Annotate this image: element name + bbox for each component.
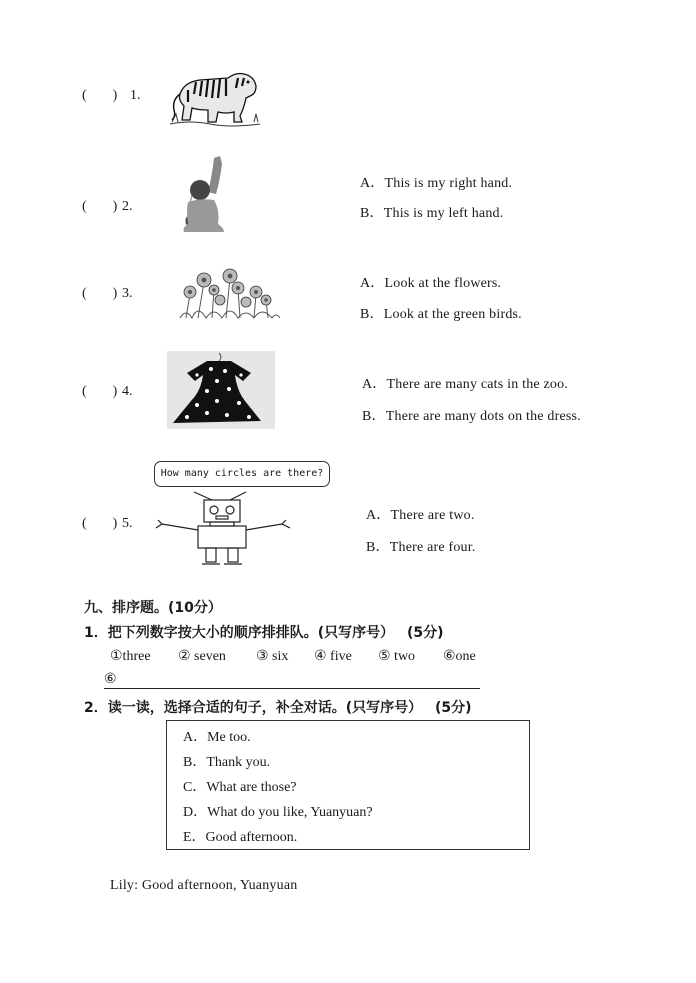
item-4-option-b[interactable]: B．There are many dots on the dress. — [362, 409, 581, 424]
number-item-3: ③ six — [256, 649, 289, 664]
dialog-option-d: D．What do you like, Yuanyuan? — [183, 805, 373, 820]
item-2-option-a[interactable]: A．This is my right hand. — [360, 176, 513, 191]
robot-image — [154, 484, 294, 568]
item-2-option-b[interactable]: B．This is my left hand. — [360, 206, 504, 221]
item-5-option-a[interactable]: A．There are two. — [366, 508, 475, 523]
item-3-option-b[interactable]: B．Look at the green birds. — [360, 307, 522, 322]
number-item-4: ④ five — [314, 649, 352, 664]
item-4-option-a[interactable]: A．There are many cats in the zoo. — [362, 377, 569, 392]
answer-bracket-5[interactable]: ( ) — [82, 516, 118, 531]
dialog-option-e: E．Good afternoon. — [183, 830, 298, 845]
dotted-dress-image — [167, 351, 275, 429]
number-item-5: ⑤ two — [378, 649, 416, 664]
dialog-option-b: B．Thank you. — [183, 755, 271, 770]
answer-bracket-4[interactable]: ( ) — [82, 384, 118, 399]
dialog-option-a: A．Me too. — [183, 730, 251, 745]
item-number-1: 1. — [130, 88, 141, 103]
item-3-option-a[interactable]: A．Look at the flowers. — [360, 276, 502, 291]
item-number-5: 5. — [122, 516, 133, 531]
flowers-image — [176, 264, 280, 320]
options-box — [166, 720, 530, 850]
dialog-option-c: C．What are those? — [183, 780, 297, 795]
answer-bracket-2[interactable]: ( ) — [82, 199, 118, 214]
item-number-2: 2. — [122, 199, 133, 214]
dialog-line-1: Lily: Good afternoon, Yuanyuan — [110, 878, 298, 893]
item-5-option-b[interactable]: B．There are four. — [366, 540, 476, 555]
question-2-title: 2．读一读，选择合适的句子，补全对话。(只写序号） (5分) — [84, 700, 472, 716]
question-1-score: (5分) — [407, 625, 444, 641]
answer-bracket-3[interactable]: ( ) — [82, 286, 118, 301]
tiger-image — [170, 64, 262, 128]
answer-line-1[interactable]: ⑥ — [104, 670, 480, 689]
question-1-title: 1．把下列数字按大小的顺序排排队。(只写序号） (5分) — [84, 625, 444, 641]
section-9-title: 九、排序题。(10分） — [84, 600, 222, 616]
number-item-1: ①three — [110, 649, 151, 664]
speech-bubble: How many circles are there? — [154, 461, 330, 487]
number-item-6: ⑥one — [443, 649, 476, 664]
girl-raising-hand-image — [180, 154, 232, 236]
answer-bracket-1[interactable]: ( ) — [82, 88, 118, 103]
item-number-3: 3. — [122, 286, 133, 301]
number-item-2: ② seven — [178, 649, 226, 664]
item-number-4: 4. — [122, 384, 133, 399]
question-2-score: (5分) — [435, 700, 472, 716]
